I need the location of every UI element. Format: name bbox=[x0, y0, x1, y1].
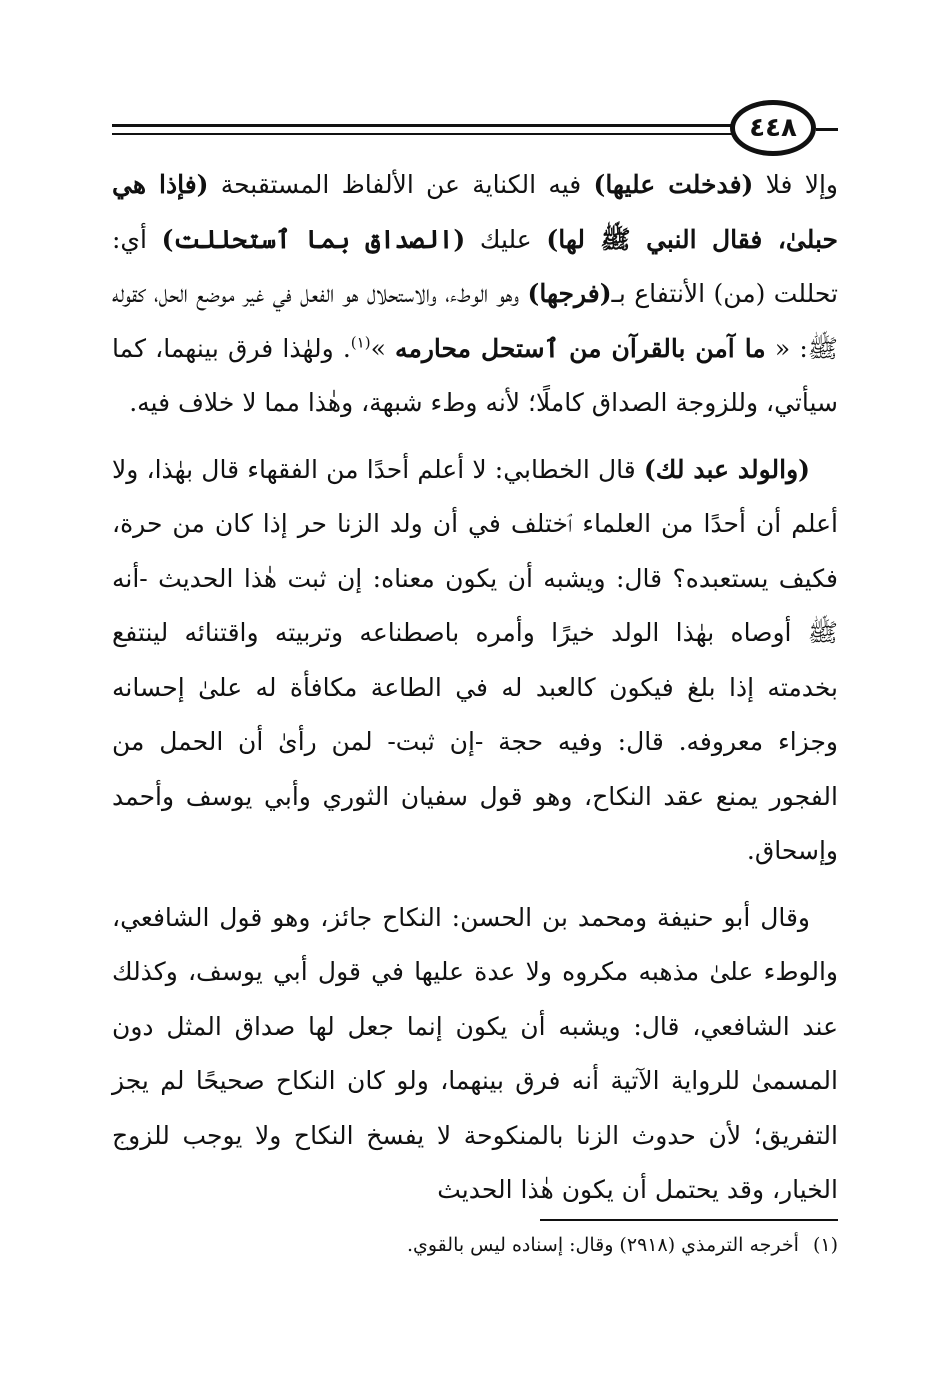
footnote-number: (١) bbox=[812, 1234, 838, 1256]
text-run: وقال أبو حنيفة ومحمد بن الحسن: النكاح جائز، وهو قول الشافعي، والوطء علىٰ مذهبه مكروه ولا عدة عليها في قول أبي يوسف، وكذلك عند الشافعي، قال: ويشبه أن يكون إنما جعل لها صداق المثل دون المسمىٰ للرواية الآتية أنه فرق بينهما، ولو كان النكاح صحيحًا لم يجز التفريق؛ لأن حدوث الزنا بالمنكوحة لا يفسخ النكاح ولا يوجب للزوج الخيار، وقد يحتمل أن يكون هٰذا الحديث bbox=[112, 902, 838, 1204]
bold-phrase: ما آمن بالقرآن من ٱستحل محارمه bbox=[395, 333, 766, 363]
page-header bbox=[112, 100, 838, 158]
paragraph-1 bbox=[112, 158, 838, 431]
bold-phrase: (فدخلت عليها) bbox=[593, 170, 754, 199]
paragraph-2 bbox=[112, 443, 838, 879]
bold-phrase: (فرجها) bbox=[527, 279, 612, 308]
bold-phrase: (الصداق بما ٱستحللت) bbox=[161, 224, 466, 254]
main-text bbox=[112, 158, 838, 1218]
page-number: ٤٤٨ bbox=[749, 113, 797, 143]
page-number-badge bbox=[730, 100, 816, 156]
text-run: فيه الكناية عن الألفاظ المستقبحة bbox=[208, 170, 594, 199]
text-run: وإلا فلا bbox=[753, 170, 839, 199]
footnote-text: أخرجه الترمذي (٢٩١٨) وقال: إسناده ليس بالقوي. bbox=[406, 1234, 799, 1256]
text-run: عليك bbox=[465, 224, 547, 254]
header-rule-tail bbox=[816, 128, 838, 131]
bold-phrase: (والولد عبد لك) bbox=[643, 454, 811, 484]
text-run: » bbox=[370, 333, 396, 363]
bold-phrase: (فإذا هي حبلىٰ، فقال النبي ﷺ لها) bbox=[112, 170, 838, 254]
footnote bbox=[112, 1228, 838, 1262]
text-run: . ولهٰذا فرق بينهما، كما سيأتي، وللزوجة الصداق كاملًا؛ لأنه وطء شبهة، وهٰذا مما لا خلاف فيه. bbox=[112, 333, 838, 417]
text-run: قال الخطابي: لا أعلم أحدًا من الفقهاء قال بهٰذا، ولا أعلم أن أحدًا من العلماء ٱختلف في أن ولد الزنا حر إذا كان من حرة، فكيف يستعبده؟ قال: ويشبه أن يكون معناه: إن ثبت هٰذا الحديث -أنه ﷺ أوصاه بهٰذا الولد خيرًا وأمره باصطناعه وتربيته واقتنائه لينتفع بخدمته إذا بلغ فيكون كالعبد له في الطاعة مكافأة له علىٰ إحسانه وجزاء معروفه. قال: وفيه حجة -إن ثبت- لمن رأىٰ أن الحمل من الفجور يمنع عقد النكاح، وهو قول سفيان الثوري وأبي يوسف وأحمد وإسحاق. bbox=[112, 454, 838, 865]
footnote-separator bbox=[540, 1219, 838, 1221]
text-run: وهو الوطء، والاستحلال هو الفعل في غير موضع الحل، كقوله ﷺ: « bbox=[112, 279, 838, 363]
text-run: أي: تحللت (من) الأنتفاع بـ bbox=[112, 224, 838, 308]
footnote-ref: (١) bbox=[350, 333, 371, 352]
header-rule-thick bbox=[112, 124, 732, 127]
paragraph-3 bbox=[112, 891, 838, 1218]
header-rule-thin bbox=[112, 133, 732, 135]
